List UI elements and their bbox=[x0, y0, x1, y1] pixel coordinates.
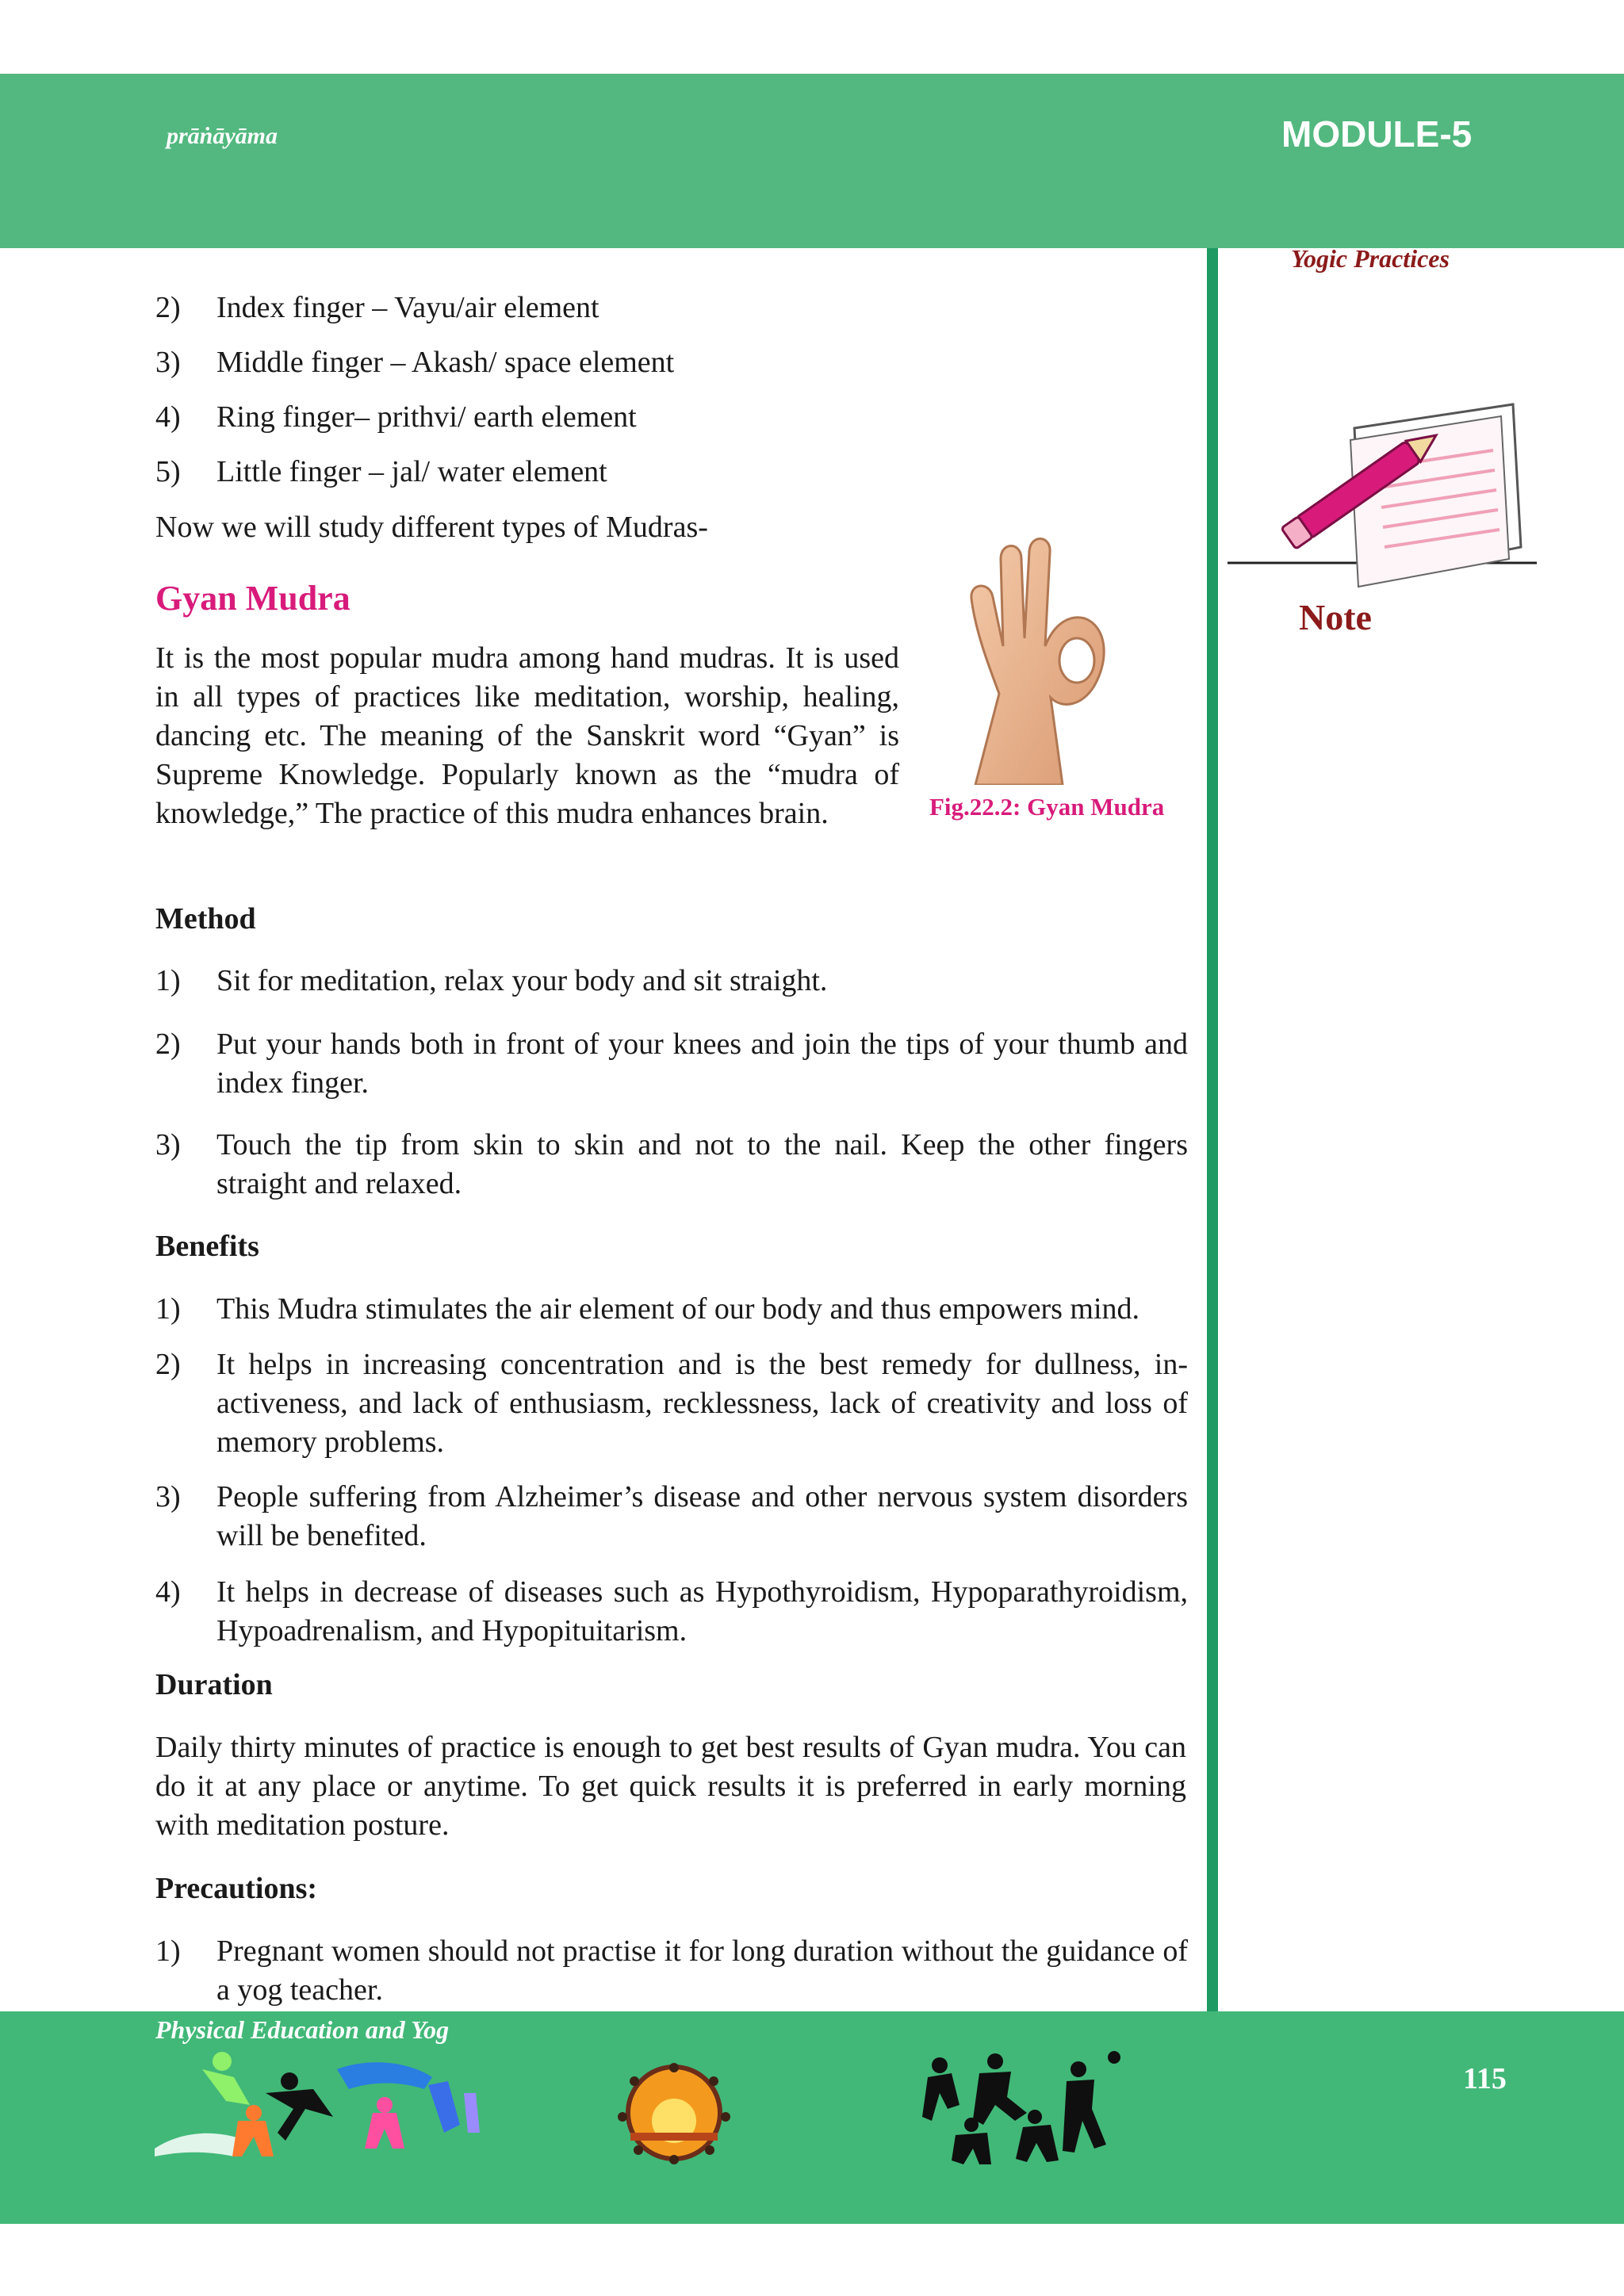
list-item: 3) Middle finger – Akash/ space element bbox=[155, 346, 675, 379]
list-item: 4) It helps in decrease of diseases such as Hypothyroidism, Hypoparathyroidism, Hypoadrenalism, and Hypopituitarism. bbox=[155, 1575, 1188, 1647]
method-heading: Method bbox=[155, 902, 256, 936]
intro-text: Now we will study different types of Mudras- bbox=[155, 511, 708, 544]
gyan-paragraph: It is the most popular mudra among hand mudras. It is used in all types of practices like meditation, worship, healing, dancing etc. The meaning of the Sanskrit word “Gyan” is Supreme Knowledge. Popularly known as the “mudra of knowledge,” The practice of this mudra enhances brain. bbox=[155, 641, 899, 830]
note-label: Note bbox=[1299, 597, 1372, 637]
footer-title: Physical Education and Yog bbox=[155, 2015, 450, 2044]
benefits-heading: Benefits bbox=[155, 1230, 259, 1263]
duration-paragraph: Daily thirty minutes of practice is enough to get best results of Gyan mudra. You can do it at any place or anytime. To get quick results it is preferred in early morning with meditation posture. bbox=[155, 1731, 1186, 1842]
sports-figures-illustration bbox=[147, 2045, 496, 2164]
list-item: 2) It helps in increasing concentration and is the best remedy for dullness, in-activeness, and lack of enthusiasm, recklessness, lack of creativity and loss of memory problems. bbox=[155, 1348, 1188, 1459]
page-number: 115 bbox=[1463, 2062, 1507, 2095]
list-item: 5) Little finger – jal/ water element bbox=[155, 455, 607, 488]
athletes-silhouettes-illustration bbox=[916, 2049, 1130, 2168]
precautions-heading: Precautions: bbox=[155, 1872, 318, 1905]
list-item: 2) Put your hands both in front of your knees and join the tips of your thumb and index finger. bbox=[155, 1027, 1188, 1100]
header-module: MODULE-5 bbox=[1281, 113, 1473, 155]
list-item: 1) Sit for meditation, relax your body and sit straight. bbox=[155, 964, 828, 997]
hand-gyan-mudra-illustration bbox=[944, 527, 1118, 785]
margin-divider bbox=[1207, 248, 1218, 2011]
duration-heading: Duration bbox=[155, 1668, 273, 1701]
header-section: Yogic Practices bbox=[1291, 244, 1450, 273]
figure-caption: Fig.22.2: Gyan Mudra bbox=[929, 793, 1165, 821]
list-item: 1) This Mudra stimulates the air element of our body and thus empowers mind. bbox=[155, 1292, 1140, 1326]
header-chapter-label: prāṅāyāma bbox=[167, 123, 278, 149]
list-item: 3) Touch the tip from skin to skin and not to the nail. Keep the other fingers straight and relaxed. bbox=[155, 1128, 1188, 1200]
list-item: 2) Index finger – Vayu/air element bbox=[155, 291, 599, 324]
note-pencil-icon bbox=[1228, 396, 1537, 603]
list-item: 1) Pregnant women should not practise it for long duration without the guidance of a yog teacher. bbox=[155, 1934, 1188, 2007]
sunrise-circle-illustration bbox=[603, 2061, 745, 2164]
section-heading: Gyan Mudra bbox=[155, 579, 350, 618]
list-item: 3) People suffering from Alzheimer’s disease and other nervous system disorders will be benefited. bbox=[155, 1480, 1188, 1552]
list-item: 4) Ring finger– prithvi/ earth element bbox=[155, 400, 637, 434]
header-band bbox=[0, 74, 1624, 248]
